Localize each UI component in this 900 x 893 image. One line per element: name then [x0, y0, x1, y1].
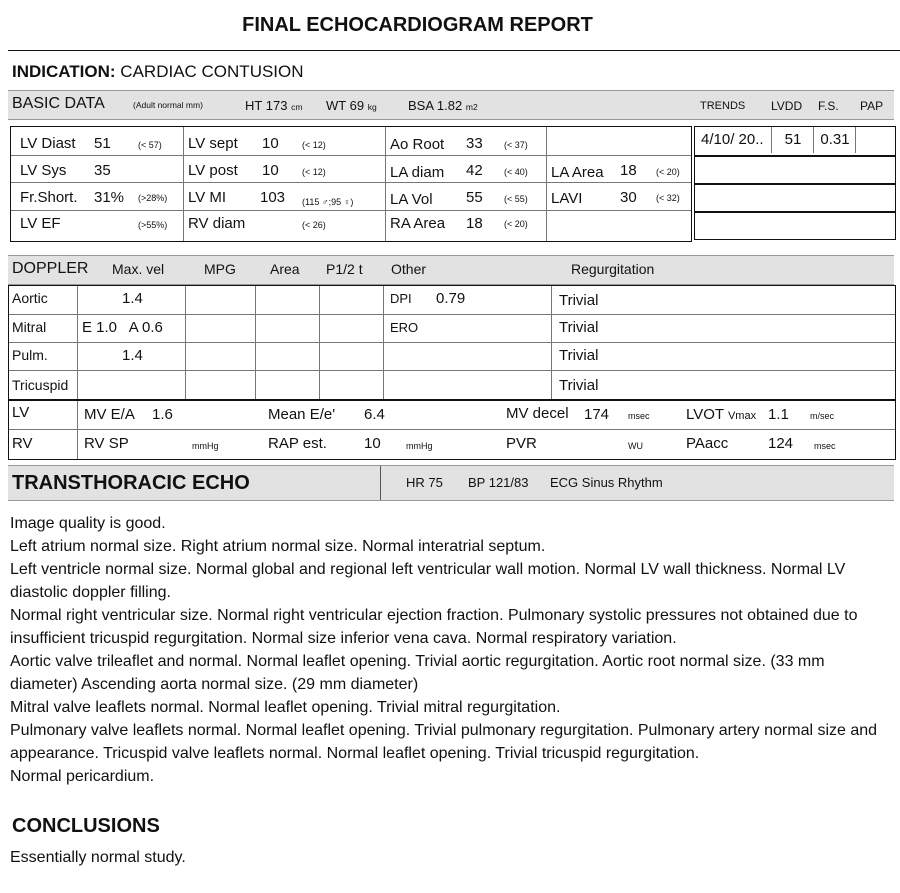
rap-label: RAP est. — [268, 435, 327, 452]
mitral-maxvel: E 1.0 A 0.6 — [82, 319, 163, 336]
finding-atria: Left atrium normal size. Right atrium normal size. Normal interatrial septum. — [10, 538, 546, 555]
finding-right-ventricle: Normal right ventricular size. Normal right ventricular ejection fraction. Pulmonary systolic pressures not obtained due to insufficient tricuspid regurgitation. Normal size inferior vena cava. Normal respiratory variation. — [10, 607, 858, 647]
trend-row-4 — [694, 212, 896, 240]
bsa-unit: m2 — [465, 102, 478, 112]
mitral-other-label: ERO — [390, 320, 419, 335]
ra-area-label: RA Area — [390, 215, 446, 232]
fr-short-ref: (>28%) — [138, 193, 168, 203]
meanee-label: Mean E/e' — [268, 406, 336, 423]
rap-value: 10 — [364, 435, 381, 452]
pvr-unit: WU — [628, 441, 643, 451]
rv-diam-label: RV diam — [188, 215, 246, 232]
trend-fs: 0.31 — [815, 127, 856, 153]
lvot-value: 1.1 — [768, 406, 789, 423]
aortic-other-label: DPI — [390, 291, 412, 306]
fs-label: F.S. — [818, 99, 839, 113]
la-area-value: 18 — [620, 162, 637, 179]
trend-row-3 — [694, 184, 896, 212]
tte-ecg: ECG Sinus Rhythm — [550, 475, 663, 490]
la-area-ref: (< 20) — [656, 167, 680, 177]
aortic-maxvel: 1.4 — [122, 290, 143, 307]
basic-data-header — [8, 90, 894, 120]
finding-pulmonary-tricuspid: Pulmonary valve leaflets normal. Normal leaflet opening. Trivial pulmonary regurgitation. Pulmonary artery normal size and appearance. Tricuspid valve leaflets normal. Normal leaflet opening. Trivial tricuspid regurgitation. — [10, 722, 878, 762]
report-title: FINAL ECHOCARDIOGRAM REPORT — [242, 14, 593, 36]
tte-hr: HR 75 — [406, 475, 443, 490]
valve-aortic: Aortic — [12, 290, 48, 306]
lavi-value: 30 — [620, 189, 637, 206]
paacc-unit: msec — [814, 441, 836, 451]
ra-area-value: 18 — [466, 215, 483, 232]
basic-data-grid — [10, 126, 692, 242]
finding-aortic-valve: Aortic valve trileaflet and normal. Normal leaflet opening. Trivial aortic regurgitation. Aortic root normal size. (33 mm diameter) Ascending aorta normal size. (29 mm diameter) — [10, 653, 825, 693]
col-mpg: MPG — [204, 261, 236, 277]
valve-tricuspid: Tricuspid — [12, 377, 69, 393]
tte-title: TRANSTHORACIC ECHO — [12, 472, 250, 494]
trend-date: 4/10/ 20.. — [699, 127, 772, 153]
lavi-ref: (< 32) — [656, 193, 680, 203]
pulm-maxvel: 1.4 — [122, 347, 143, 364]
lv-row-label: LV — [12, 404, 30, 421]
bsa-field — [408, 98, 478, 113]
doppler-header — [8, 255, 894, 285]
lv-mi-value: 103 — [260, 189, 286, 206]
doppler-title: DOPPLER — [12, 260, 89, 277]
lv-mi-label: LV MI — [188, 189, 227, 206]
mvdecel-unit: msec — [628, 411, 650, 421]
lv-ef-ref: (>55%) — [138, 220, 168, 230]
finding-mitral-valve: Mitral valve leaflets normal. Normal leaflet opening. Trivial mitral regurgitation. — [10, 699, 561, 716]
paacc-label: PAacc — [686, 435, 729, 452]
lv-ef-label: LV EF — [20, 215, 61, 232]
la-diam-ref: (< 40) — [504, 167, 528, 177]
wt-label: WT — [326, 98, 346, 113]
tricuspid-regurg: Trivial — [559, 377, 599, 394]
tte-header — [8, 465, 894, 501]
wt-unit: kg — [367, 102, 377, 112]
indication-label: INDICATION: — [12, 62, 116, 81]
title-divider — [8, 50, 900, 51]
col-regurg: Regurgitation — [571, 261, 655, 277]
lv-rv-grid — [8, 400, 896, 460]
ht-value: 173 — [265, 98, 288, 113]
lvot-sub: Vmax — [727, 410, 757, 422]
lvot-unit: m/sec — [810, 411, 835, 421]
trend-row-1 — [694, 126, 896, 156]
ra-area-ref: (< 20) — [504, 219, 528, 229]
tte-bp: BP 121/83 — [468, 475, 529, 490]
ao-root-value: 33 — [466, 135, 483, 152]
lv-sys-label: LV Sys — [20, 162, 67, 179]
indication — [12, 62, 304, 82]
mvdecel-value: 174 — [584, 406, 610, 423]
finding-pericardium: Normal pericardium. — [10, 768, 155, 785]
pap-label: PAP — [860, 99, 884, 113]
lv-sept-label: LV sept — [188, 135, 238, 152]
ao-root-label: Ao Root — [390, 136, 445, 153]
mvea-label: MV E/A — [84, 406, 135, 423]
aortic-regurg: Trivial — [559, 292, 599, 309]
finding-left-ventricle: Left ventricle normal size. Normal global and regional left ventricular wall motion. Normal LV wall thickness. Normal LV diastolic doppler filling. — [10, 561, 846, 601]
lv-sept-value: 10 — [262, 135, 279, 152]
lavi-label: LAVI — [551, 190, 583, 207]
conclusions-text: Essentially normal study. — [10, 849, 186, 866]
aortic-other-value: 0.79 — [436, 290, 466, 307]
lv-diast-value: 51 — [94, 135, 111, 152]
valve-pulm: Pulm. — [12, 347, 48, 363]
mvdecel-label: MV decel — [506, 405, 569, 422]
trends-label: TRENDS — [700, 100, 746, 112]
conclusions-title: CONCLUSIONS — [12, 815, 160, 837]
rv-row-label: RV — [12, 435, 33, 452]
mitral-regurg: Trivial — [559, 319, 599, 336]
lvdd-label: LVDD — [771, 99, 803, 113]
ao-root-ref: (< 37) — [504, 140, 528, 150]
lv-mi-ref: (115 ♂;95 ♀) — [302, 197, 354, 207]
fr-short-value: 31% — [94, 189, 125, 206]
indication-value: CARDIAC CONTUSION — [120, 62, 304, 81]
lv-sept-ref: (< 12) — [302, 140, 326, 150]
col-area: Area — [270, 261, 300, 277]
la-vol-ref: (< 55) — [504, 194, 528, 204]
lv-post-ref: (< 12) — [302, 167, 326, 177]
la-diam-label: LA diam — [390, 164, 445, 181]
la-area-label: LA Area — [551, 164, 604, 181]
finding-image-quality: Image quality is good. — [10, 515, 166, 532]
pvr-label: PVR — [506, 435, 537, 452]
ht-label: HT — [245, 98, 263, 113]
mvea-value: 1.6 — [152, 406, 173, 423]
la-diam-value: 42 — [466, 162, 483, 179]
wt-value: 69 — [349, 98, 365, 113]
rvsp-label: RV SP — [84, 435, 129, 452]
paacc-value: 124 — [768, 435, 794, 452]
rv-diam-ref: (< 26) — [302, 220, 326, 230]
findings-narrative — [10, 512, 896, 788]
bsa-value: 1.82 — [436, 98, 463, 113]
lv-post-label: LV post — [188, 162, 238, 179]
rap-unit: mmHg — [406, 441, 433, 451]
col-maxvel: Max. vel — [112, 261, 165, 277]
lv-sys-value: 35 — [94, 162, 111, 179]
col-p12t: P1/2 t — [326, 261, 363, 277]
meanee-value: 6.4 — [364, 406, 385, 423]
la-vol-value: 55 — [466, 189, 483, 206]
lvot-field — [686, 406, 756, 423]
fr-short-label: Fr.Short. — [20, 189, 78, 206]
lv-post-value: 10 — [262, 162, 279, 179]
la-vol-label: LA Vol — [390, 191, 433, 208]
lv-diast-label: LV Diast — [20, 135, 76, 152]
trend-lvdd: 51 — [773, 127, 814, 153]
ht-unit: cm — [291, 102, 303, 112]
valve-mitral: Mitral — [12, 319, 47, 335]
rvsp-unit: mmHg — [192, 441, 219, 451]
trend-row-2 — [694, 156, 896, 184]
wt-field — [326, 98, 377, 113]
lvot-label: LVOT — [686, 406, 724, 423]
bsa-label: BSA — [408, 98, 434, 113]
basic-data-subheader: (Adult normal mm) — [133, 100, 203, 110]
pulm-regurg: Trivial — [559, 347, 599, 364]
ht-field — [245, 98, 302, 113]
col-other: Other — [391, 261, 427, 277]
lv-diast-ref: (< 57) — [138, 140, 162, 150]
basic-data-title: BASIC DATA — [12, 95, 105, 112]
